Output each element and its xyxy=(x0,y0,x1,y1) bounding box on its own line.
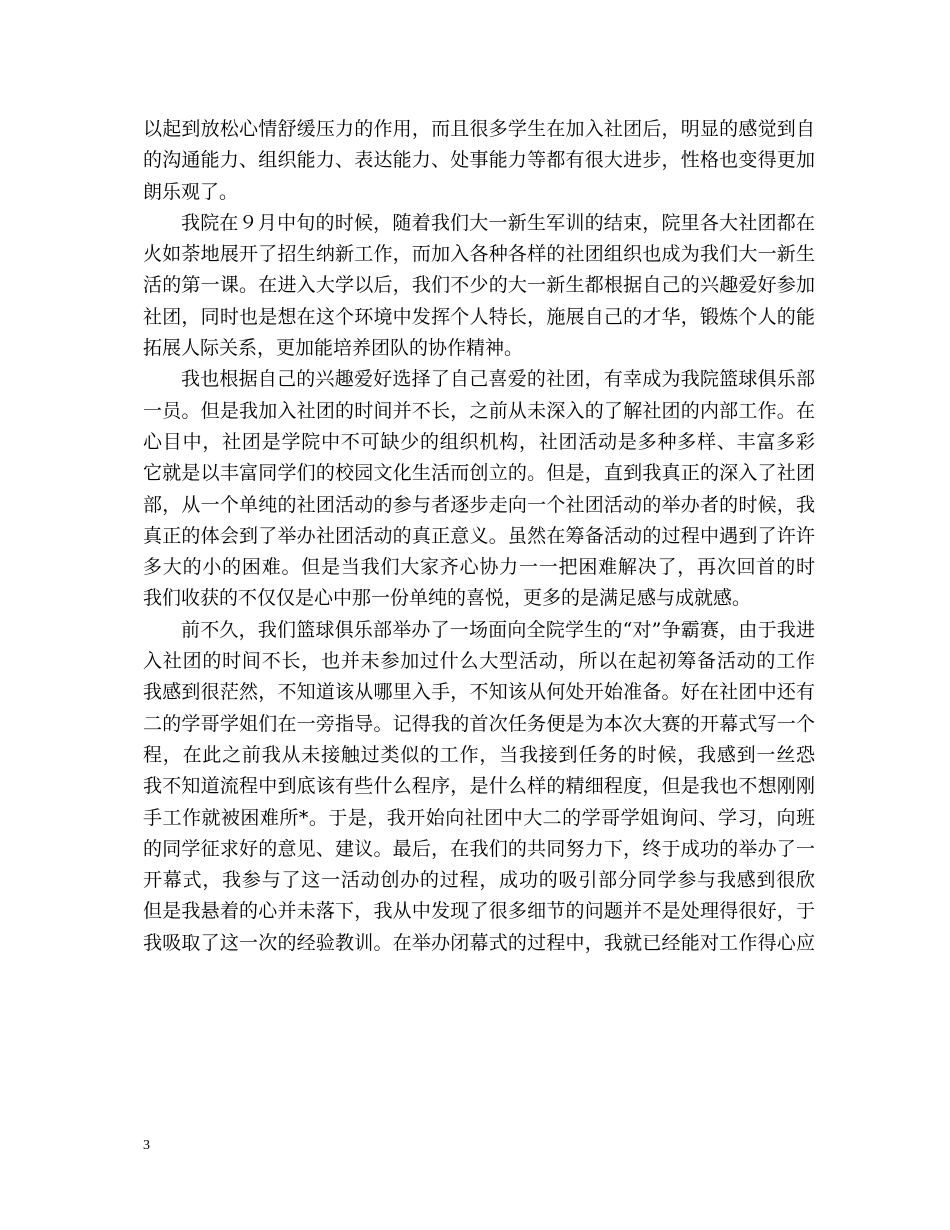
text-line: 我也根据自己的兴趣爱好选择了自己喜爱的社团，有幸成为我院篮球俱乐部 xyxy=(181,368,815,391)
text-line: 我院在９月中旬的时候，随着我们大一新生军训的结束，院里各大社团都在 xyxy=(181,211,815,234)
text-line: 程，在此之前我从未接触过类似的工作，当我接到任务的时候，我感到一丝恐 xyxy=(143,743,815,766)
text-line: 我不知道流程中到底该有些什么程序，是什么样的精细程度，但是我也不想刚刚 xyxy=(143,775,815,798)
text-line: 的沟通能力、组织能力、表达能力、处事能力等都有很大进步，性格也变得更加 xyxy=(143,149,815,172)
text-line: 活的第一课。在进入大学以后，我们不少的大一新生都根据自己的兴趣爱好参加 xyxy=(143,274,815,297)
text-line: 的同学征求好的意见、建议。最后，在我们的共同努力下，终于成功的举办了一 xyxy=(143,837,815,860)
text-line: 以起到放松心情舒缓压力的作用，而且很多学生在加入社团后，明显的感觉到自 xyxy=(143,118,815,140)
text-line: 多大的小的困难。但是当我们大家齐心协力一一把困难解决了，再次回首的时 xyxy=(143,556,815,579)
text-line: 真正的体会到了举办社团活动的真正意义。虽然在筹备活动的过程中遇到了许许 xyxy=(143,524,815,547)
text-line: 它就是以丰富同学们的校园文化生活而创立的。但是，直到我真正的深入了社团 xyxy=(143,462,815,485)
text-line: 朗乐观了。 xyxy=(143,180,239,203)
page-number: 3 xyxy=(143,1138,150,1153)
text-line: 前不久，我们篮球俱乐部举办了一场面向全院学生的“对”争霸赛，由于我进 xyxy=(181,618,815,641)
text-line: 二的学哥学姐们在一旁指导。记得我的首次任务便是为本次大赛的开幕式写一个 xyxy=(143,712,815,735)
text-line: 火如荼地展开了招生纳新工作，而加入各种各样的社团组织也成为我们大一新生 xyxy=(143,243,815,266)
text-line: 心目中，社团是学院中不可缺少的组织机构，社团活动是多种多样、丰富多彩 xyxy=(143,430,815,453)
body-text xyxy=(143,114,815,959)
text-line: 拓展人际关系，更加能培养团队的协作精神。 xyxy=(143,337,524,360)
text-line: 我感到很茫然，不知道该从哪里入手，不知该从何处开始准备。好在社团中还有 xyxy=(143,681,815,704)
text-line: 我们收获的不仅仅是心中那一份单纯的喜悦，更多的是满足感与成就感。 xyxy=(143,587,752,610)
text-line: 社团，同时也是想在这个环境中发挥个人特长，施展自己的才华，锻炼个人的能 xyxy=(143,305,815,328)
text-line: 我吸取了这一次的经验教训。在举办闭幕式的过程中，我就已经能对工作得心应 xyxy=(143,931,815,954)
text-line: 入社团的时间不长，也并未参加过什么大型活动，所以在起初筹备活动的工作 xyxy=(143,650,815,673)
text-line: 但是我悬着的心并未落下，我从中发现了很多细节的问题并不是处理得很好，于 xyxy=(143,900,815,923)
text-line: 一员。但是我加入社团的时间并不长，之前从未深入的了解社团的内部工作。在 xyxy=(143,399,815,422)
text-line: 开幕式，我参与了这一活动创办的过程，成功的吸引部分同学参与我感到很欣 xyxy=(143,869,815,892)
text-line: 手工作就被困难所*。于是，我开始向社团中大二的学哥学姐询问、学习，向班 xyxy=(143,806,815,829)
text-line: 部，从一个单纯的社团活动的参与者逐步走向一个社团活动的举办者的时候，我 xyxy=(143,493,815,516)
